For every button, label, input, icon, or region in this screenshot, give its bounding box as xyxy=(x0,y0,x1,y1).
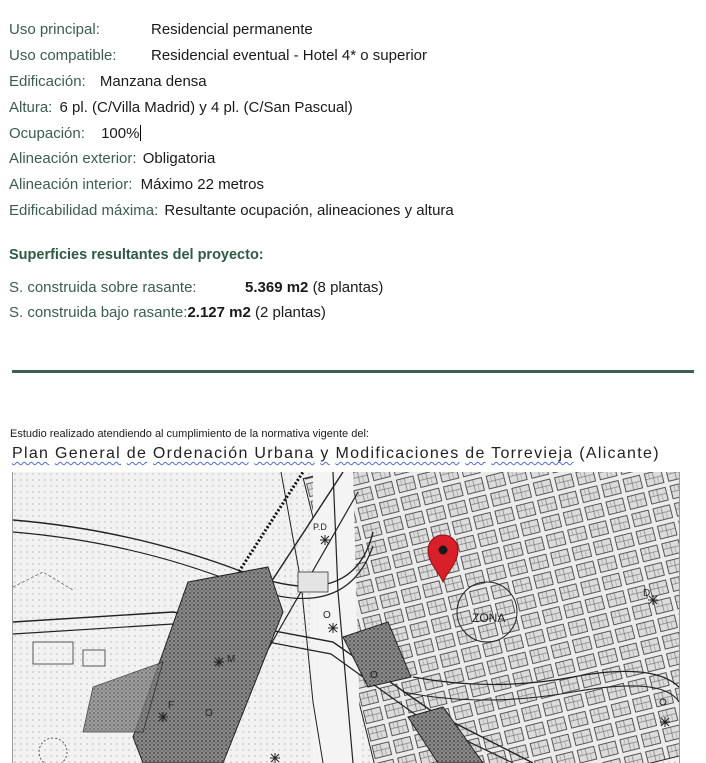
surface-value: 5.369 m2 xyxy=(245,279,309,296)
plan-word: Plan xyxy=(12,445,50,462)
surface-label: S. construida bajo rasante: xyxy=(9,304,188,321)
spec-value: Resultante ocupación, alineaciones y altura xyxy=(164,202,454,219)
map-label-pd: P.D xyxy=(313,522,327,532)
study-note: Estudio realizado atendiendo al cumplimiento de la normativa vigente del: xyxy=(10,428,369,440)
plan-word: (Alicante) xyxy=(579,445,660,462)
surface-label: S. construida sobre rasante: xyxy=(9,279,197,296)
text-cursor xyxy=(140,125,141,141)
plan-word: Torrevieja xyxy=(491,445,574,462)
spec-value: Obligatoria xyxy=(142,150,216,167)
spec-label: Altura: xyxy=(9,99,53,116)
plan-word: Ordenación xyxy=(152,445,249,462)
plan-word: Urbana xyxy=(254,445,315,462)
spec-row xyxy=(9,72,207,92)
surface-row-above xyxy=(9,278,384,298)
spec-label: Alineación interior: xyxy=(9,176,133,193)
spec-row xyxy=(9,124,141,144)
surface-note: (8 plantas) xyxy=(312,279,384,296)
spec-value: Máximo 22 metros xyxy=(140,176,264,193)
plan-word: y xyxy=(320,445,330,462)
section-divider xyxy=(12,370,694,373)
spec-value: Residencial eventual - Hotel 4* o superior xyxy=(151,47,427,64)
spec-label: Edificabilidad máxima: xyxy=(9,202,159,219)
zone-label: ZONA xyxy=(472,611,506,625)
plan-word: General xyxy=(54,445,122,462)
spec-value: 100% xyxy=(101,125,140,142)
spec-label: Alineación exterior: xyxy=(9,150,137,167)
surfaces-title: Superficies resultantes del proyecto: xyxy=(9,247,264,263)
spec-row xyxy=(9,201,454,221)
map-label-f: F xyxy=(168,700,175,711)
spec-value: Manzana densa xyxy=(99,73,207,90)
spec-value: Residencial permanente xyxy=(151,21,313,38)
surface-value: 2.127 m2 xyxy=(187,304,251,321)
map-label-o: O xyxy=(323,610,331,621)
plan-word: de xyxy=(126,445,148,462)
spec-row xyxy=(9,98,353,118)
spec-row xyxy=(9,175,264,195)
spec-label: Ocupación: xyxy=(9,125,85,142)
map-label-d: D xyxy=(643,588,651,599)
map-label-o: O xyxy=(370,670,378,681)
urban-plan-map xyxy=(12,472,680,763)
plan-title xyxy=(12,445,660,463)
plan-word: de xyxy=(465,445,486,462)
surface-note: (2 plantas) xyxy=(255,304,326,321)
surface-value-group xyxy=(245,278,383,298)
map-drawing xyxy=(13,472,679,763)
spec-row xyxy=(9,149,215,169)
plan-word: Modificaciones xyxy=(335,445,460,462)
spec-row xyxy=(9,20,313,40)
spec-label: Edificación: xyxy=(9,73,86,90)
spec-label: Uso compatible: xyxy=(9,47,117,64)
surface-row-below xyxy=(9,303,326,323)
map-label-m: M xyxy=(227,654,236,665)
map-label-o: O xyxy=(205,708,213,719)
spec-value: 6 pl. (C/Villa Madrid) y 4 pl. (C/San Pascual) xyxy=(59,99,353,116)
spec-label: Uso principal: xyxy=(9,21,100,38)
spec-row xyxy=(9,46,427,66)
